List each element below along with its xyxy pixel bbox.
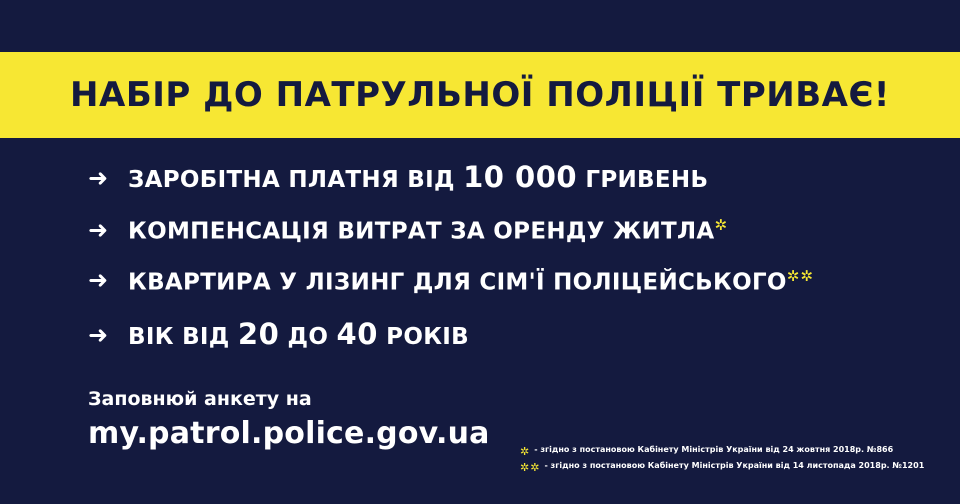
age-min: 20 xyxy=(237,317,280,352)
footnote-marker-icon: ✲ xyxy=(520,445,531,458)
benefit-salary xyxy=(128,160,708,194)
cta-label: Заповнюй анкету на xyxy=(88,388,312,410)
benefit-text-pre: КОМПЕНСАЦІЯ ВИТРАТ ЗА ОРЕНДУ ЖИТЛА xyxy=(128,218,715,245)
footnote-item xyxy=(520,461,940,474)
page-title: НАБІР ДО ПАТРУЛЬНОЇ ПОЛІЦІЇ ТРИВАЄ! xyxy=(70,75,890,115)
list-item xyxy=(88,160,888,194)
benefit-housing-compensation xyxy=(128,216,728,245)
footnote-item xyxy=(520,445,940,458)
footnote-marker-icon: ✲ xyxy=(714,216,729,234)
benefit-text-post: ГРИВЕНЬ xyxy=(577,167,709,193)
list-item xyxy=(88,267,888,296)
benefit-text-mid: ДО xyxy=(279,324,337,351)
benefit-leasing-apartment xyxy=(128,267,814,296)
benefits-list xyxy=(88,160,888,373)
footnote-marker-icon: ✲✲ xyxy=(520,461,541,474)
arrow-right-icon: ➜ xyxy=(88,164,109,192)
list-item xyxy=(88,317,888,351)
benefit-text-pre: ВІК ВІД xyxy=(128,324,238,351)
footnotes-block xyxy=(520,445,940,477)
headline-band xyxy=(0,52,960,138)
benefit-age-range xyxy=(128,317,469,351)
list-item xyxy=(88,216,888,245)
arrow-right-icon: ➜ xyxy=(88,215,109,244)
footnote-text: - згідно з постановою Кабінету Міністрів України від 24 жовтня 2018р. №866 xyxy=(534,445,894,454)
arrow-right-icon: ➜ xyxy=(88,321,109,350)
benefit-text-pre: ЗАРОБІТНА ПЛАТНЯ ВІД xyxy=(128,167,464,193)
arrow-right-icon: ➜ xyxy=(88,266,109,295)
benefit-text-post: РОКІВ xyxy=(377,324,469,351)
benefit-text-pre: КВАРТИРА У ЛІЗИНГ ДЛЯ СІМ'Ї ПОЛІЦЕЙСЬКОГО xyxy=(128,269,787,296)
call-to-action xyxy=(88,388,490,451)
application-url-link[interactable]: my.patrol.police.gov.ua xyxy=(88,416,490,451)
footnote-marker-icon: ✲✲ xyxy=(786,266,814,285)
benefit-amount: 10 000 xyxy=(463,160,578,194)
age-max: 40 xyxy=(336,317,378,352)
footnote-text: - згідно з постановою Кабінету Міністрів України від 14 листопада 2018р. №1201 xyxy=(544,461,925,470)
